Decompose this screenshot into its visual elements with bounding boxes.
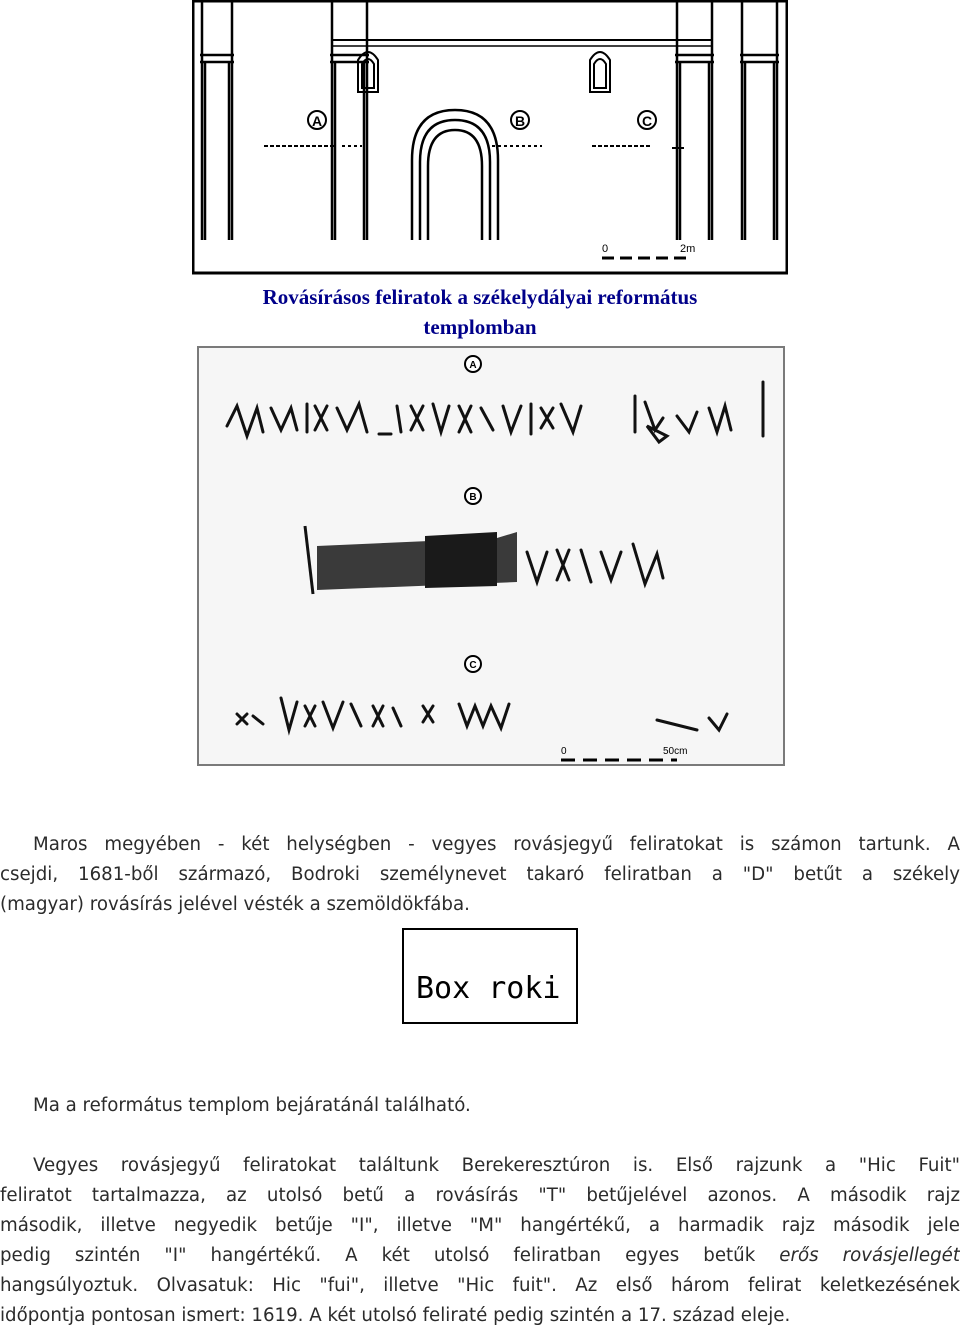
svg-text:C: C	[641, 113, 653, 129]
paragraph-b-line-5: hangsúlyoztuk. Olvasatuk: Hic "fui", illetve "Hic fuit". Az első három felirat keletkezésének	[0, 1275, 960, 1296]
svg-text:B: B	[469, 492, 477, 503]
paragraph-intro-line-3: (magyar) rovásírás jelével vésték a szemöldökfába.	[0, 894, 470, 915]
inscription-c-marker	[465, 656, 481, 672]
paragraph-b-line-3: második, illetve negyedik betűje "I", illetve "M" hangértékű, a harmadik rajz második jele	[0, 1215, 960, 1236]
svg-text:A: A	[311, 113, 323, 129]
paragraph-b-line-1: Vegyes rovásjegyű feliratokat találtunk Berekeresztúron is. Első rajzunk a "Hic Fuit"	[33, 1155, 960, 1176]
church-facade-svg	[192, 0, 788, 275]
caption-line-1: Rovásírásos feliratok a székelydályai református	[262, 285, 698, 309]
paragraph-b-emphasis: erős rovásjellegét	[779, 1245, 960, 1266]
svg-text:A: A	[469, 360, 477, 371]
inscription-b-marker	[465, 488, 481, 504]
label-b-marker	[511, 111, 529, 129]
svg-text:2m: 2m	[680, 243, 696, 255]
paragraph-b-line-6: időpontja pontosan ismert: 1619. A két utolsó feliraté pedig szintén a 17. század eleje.	[0, 1305, 791, 1326]
paragraph-b-line-2: feliratot tartalmazza, az utolsó betű a rovásírás "T" betűjelével azonos. A második rajz	[0, 1185, 960, 1206]
inscriptions-drawing	[197, 346, 785, 766]
inscriptions-svg	[197, 346, 785, 766]
paragraph-intro-line-1: Maros megyében - két helységben - vegyes rovásjegyű feliratokat is számon tartunk. A	[33, 834, 960, 855]
paragraph-location	[0, 1091, 960, 1121]
paragraph-intro-line-2: csejdi, 1681-ből származó, Bodroki személynevet takaró feliratban a "D" betűt a székely	[0, 864, 960, 885]
label-a-marker	[308, 111, 326, 129]
paragraph-b-line-4-text: pedig szintén "I" hangértékű. A két utolsó feliratban egyes betűk	[0, 1245, 780, 1266]
label-c-marker	[638, 111, 656, 129]
caption-line-2: templomban	[423, 315, 537, 339]
svg-text:B: B	[514, 113, 526, 129]
paragraph-intro	[0, 830, 960, 920]
svg-text:50cm: 50cm	[663, 746, 688, 757]
figure-caption	[0, 282, 960, 342]
church-facade-drawing	[192, 0, 788, 275]
bodroki-inscription-text: Box roki	[416, 971, 561, 1006]
svg-text:C: C	[469, 660, 477, 671]
bodroki-inscription-figure	[402, 928, 578, 1024]
paragraph-berekereszturon	[0, 1151, 960, 1331]
inscription-a-marker	[465, 356, 481, 372]
bodroki-inscription-svg	[402, 928, 578, 1024]
paragraph-location-line: Ma a református templom bejáratánál található.	[33, 1095, 471, 1116]
svg-text:0: 0	[561, 746, 567, 757]
paragraph-b-line-4	[0, 1241, 960, 1271]
svg-text:0: 0	[602, 243, 609, 255]
